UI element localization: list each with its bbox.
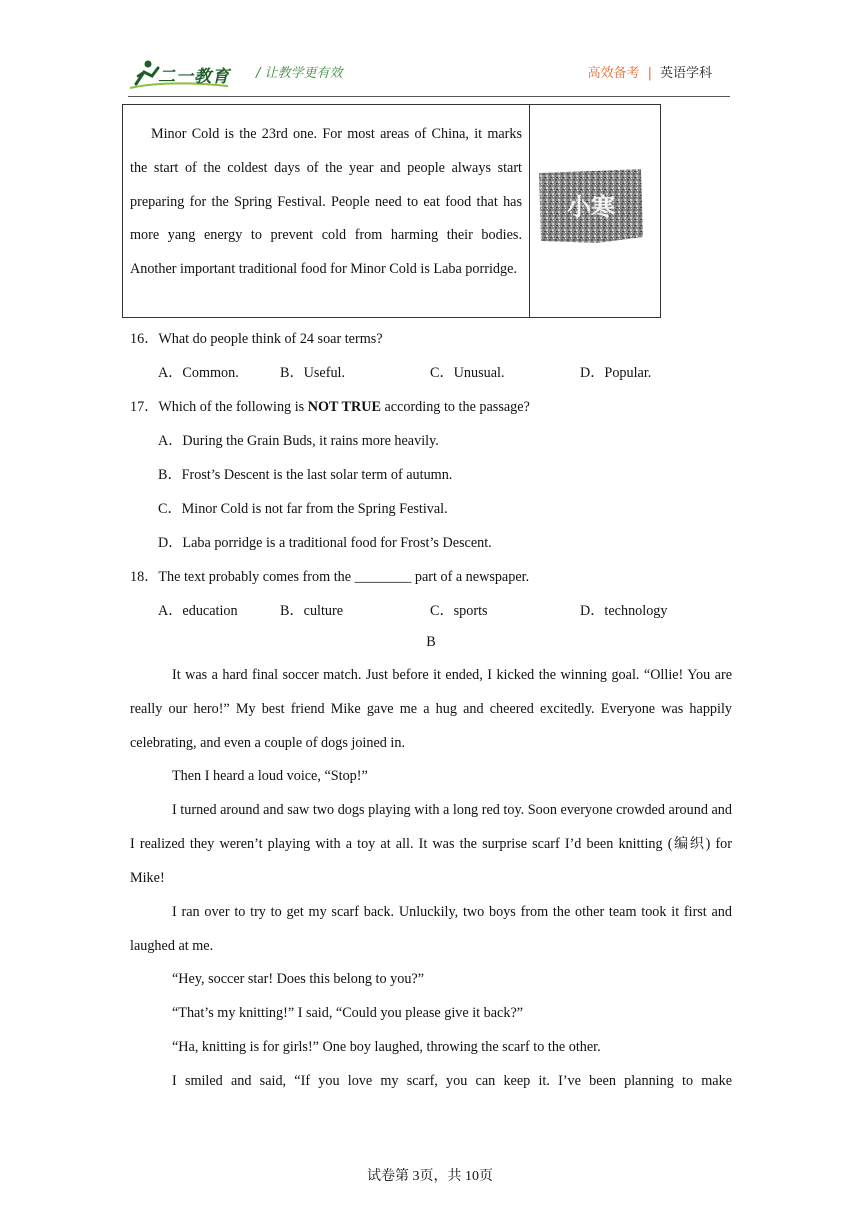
story-paragraph-text: “Hey, soccer star! Does this belong to you?”	[172, 971, 425, 987]
story-paragraph	[130, 760, 732, 794]
question-17	[130, 396, 530, 416]
story-paragraph	[130, 997, 732, 1031]
passage-minor-cold	[130, 118, 522, 287]
story-paragraph-text: “That’s my knitting!” I said, “Could you please give it back?”	[172, 1005, 524, 1021]
q18-option-c: C．sports	[430, 603, 488, 619]
passage-table	[122, 104, 661, 318]
story-paragraph-text: It was a hard final soccer match. Just before it ended, I kicked the winning goal. “Ollie! You are really our hero!” My best friend Mike gave me a hug and cheered excitedly. Everyone was happily celebrating, and even a couple of dogs joined in.	[130, 667, 732, 751]
story-paragraph	[130, 1031, 732, 1065]
q17-option-b: B．Frost’s Descent is the last solar term of autumn.	[158, 467, 453, 483]
passage-text: Minor Cold is the 23rd one. For most areas of China, it marks the start of the coldest days of the year and people always start preparing for the Spring Festival. People need to eat food that has more yang energy to prevent cold from harming their bodies. Another important traditional food for Minor Cold is Laba porridge.	[130, 126, 522, 278]
q16-option-b: B．Useful.	[280, 365, 346, 381]
story-paragraph-text: I smiled and said, “If you love my scarf, you can keep it. I’ve been planning to make	[172, 1073, 732, 1089]
q16-option-d: D．Popular.	[580, 365, 652, 381]
header-tag-subject: 英语学科	[659, 66, 712, 81]
q17-stem-end: according to the passage?	[380, 399, 530, 415]
q18-option-b: B．culture	[280, 603, 344, 619]
q17-stem-start: 17．Which of the following is	[130, 399, 308, 415]
story-paragraph	[130, 896, 732, 964]
minor-cold-stamp-image	[537, 167, 645, 245]
q18-option-d: D．technology	[580, 603, 668, 619]
story-paragraph-text: I ran over to try to get my scarf back. Unluckily, two boys from the other team took it first and laughed at me.	[130, 904, 732, 954]
table-divider	[529, 105, 530, 317]
q17-option-a: A．During the Grain Buds, it rains more heavily.	[158, 433, 439, 449]
q17-option-c: C．Minor Cold is not far from the Spring Festival.	[158, 501, 448, 517]
question-18: 18．The text probably comes from the ________ part of a newspaper.	[130, 569, 530, 585]
section-b-label: B	[426, 634, 436, 650]
q16-option-c: C．Unusual.	[430, 365, 505, 381]
story-paragraph	[130, 794, 732, 896]
question-16: 16．What do people think of 24 soar terms?	[130, 331, 383, 347]
header-separator: |	[647, 66, 652, 81]
story-paragraph	[130, 963, 732, 997]
story-paragraph	[130, 659, 732, 761]
page-footer: 试卷第 3页，共 10页	[367, 1169, 493, 1184]
q17-option-d: D．Laba porridge is a traditional food for Frost’s Descent.	[158, 535, 492, 551]
page-header	[128, 56, 730, 96]
q17-stem-emphasis: NOT TRUE	[307, 399, 381, 415]
logo-text: 二一教育	[158, 67, 230, 87]
story-paragraph-text: Then I heard a loud voice, “Stop!”	[172, 768, 368, 784]
stamp-text: 小寒	[567, 193, 615, 221]
header-slogan: / 让教学更有效	[256, 66, 343, 81]
header-divider	[128, 96, 730, 97]
header-tags	[588, 62, 712, 81]
story-paragraph-text: I turned around and saw two dogs playing with a long red toy. Soon everyone crowded around and I realized they weren’t playing with a toy at all. It was the surprise scarf I’d been knitting (编织) for Mike!	[130, 802, 732, 886]
header-tag-exam: 高效备考	[587, 66, 640, 81]
story-paragraph-text: “Ha, knitting is for girls!” One boy laughed, throwing the scarf to the other.	[172, 1039, 601, 1055]
story-paragraph	[130, 1065, 732, 1099]
q16-option-a: A．Common.	[158, 365, 239, 381]
q18-option-a: A．education	[158, 603, 238, 619]
